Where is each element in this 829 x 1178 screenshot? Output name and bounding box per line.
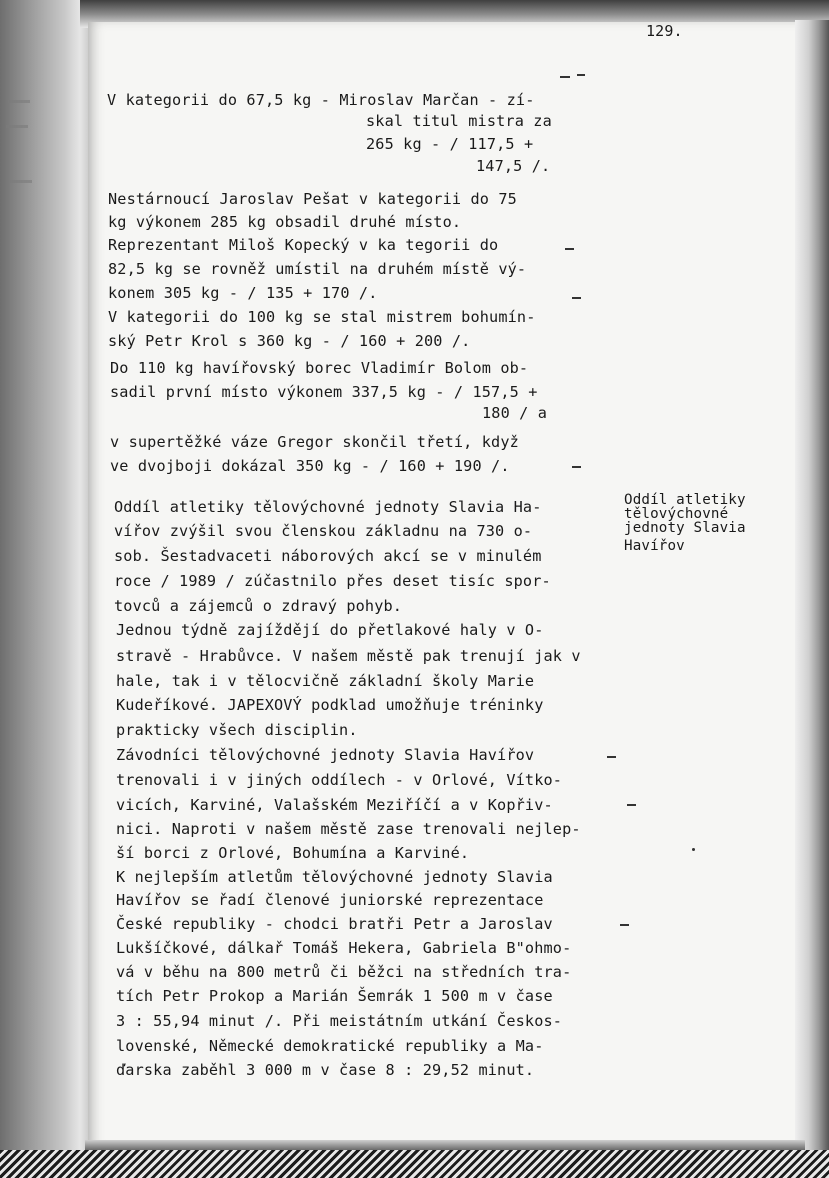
bleed-mark <box>6 125 28 128</box>
stray-mark <box>627 804 636 806</box>
margin-note-line: jednoty Slavia <box>624 520 746 536</box>
text-line: Kudeříkové. JAPEXOVÝ podklad umožňuje tréninky <box>116 696 544 714</box>
text-line: vířov zvýšil svou členskou základnu na 730 o- <box>114 522 533 540</box>
text-line: ve dvojboji dokázal 350 kg - / 160 + 190 /. <box>110 457 510 475</box>
scanner-bottom-band <box>0 1150 829 1178</box>
text-line: Reprezentant Miloš Kopecký v ka tegorii do <box>108 236 499 254</box>
text-line: trenovali i v jiných oddílech - v Orlové, Vítko- <box>116 771 563 789</box>
text-line: prakticky všech disciplin. <box>116 721 358 739</box>
margin-note-line: Oddíl atletiky <box>624 492 746 508</box>
stray-mark <box>565 248 574 250</box>
text-line: v supertěžké váze Gregor skončil třetí, když <box>110 433 519 451</box>
margin-note-line: Havířov <box>624 538 685 554</box>
text-line: 3 : 55,94 minut /. Při meistátním utkání Českos- <box>116 1012 563 1030</box>
text-line: 147,5 /. <box>476 157 551 175</box>
text-line: skal titul mistra za <box>366 112 552 130</box>
text-line: Oddíl atletiky tělovýchovné jednoty Slavia Ha- <box>114 498 542 516</box>
text-line: ďarska zaběhl 3 000 m v čase 8 : 29,52 minut. <box>116 1061 535 1079</box>
text-line: Jednou týdně zajíždějí do přetlakové haly v O- <box>116 621 544 639</box>
text-line: České republiky - chodci bratři Petr a Jaroslav <box>116 915 553 933</box>
text-line: ší borci z Orlové, Bohumína a Karviné. <box>116 844 470 862</box>
stray-mark <box>607 756 616 758</box>
stray-mark <box>572 297 581 299</box>
text-line: tovců a zájemců o zdravý pohyb. <box>114 597 403 615</box>
page-right-edge <box>795 20 829 1150</box>
text-line: kg výkonem 285 kg obsadil druhé místo. <box>108 213 462 231</box>
text-line: Lukšíčkové, dálkař Tomáš Hekera, Gabriela B"ohmo- <box>116 939 572 957</box>
stray-mark <box>572 466 581 468</box>
text-line: vicích, Karviné, Valašském Meziříčí a v Kopřiv- <box>116 796 553 814</box>
text-line: sob. Šestadvaceti náborových akcí se v minulém <box>114 547 542 565</box>
text-line: K nejlepším atletům tělovýchovné jednoty Slavia <box>116 868 553 886</box>
text-line: konem 305 kg - / 135 + 170 /. <box>108 284 378 302</box>
stray-mark <box>560 76 570 78</box>
text-line: lovenské, Německé demokratické republiky a Ma- <box>116 1037 544 1055</box>
text-line: V kategorii do 100 kg se stal mistrem bohumín- <box>108 308 536 326</box>
bleed-mark <box>10 180 32 183</box>
text-line: nici. Naproti v našem městě zase trenovali nejlep- <box>116 820 581 838</box>
text-line: hale, tak i v tělocvičně základní školy Marie <box>116 672 535 690</box>
bleed-mark <box>8 100 30 103</box>
text-line: Do 110 kg havířovský borec Vladimír Bolom ob- <box>110 359 529 377</box>
page-number: 129. <box>646 22 683 40</box>
stray-mark <box>577 74 585 76</box>
left-facing-page <box>0 0 95 1150</box>
text-line: Závodníci tělovýchovné jednoty Slavia Havířov <box>116 746 535 764</box>
text-line: 180 / a <box>482 404 548 422</box>
text-line: vá v běhu na 800 metrů či běžci na středních tra- <box>116 963 572 981</box>
margin-note-line: tělovýchovné <box>624 506 729 522</box>
text-line: Havířov se řadí členové juniorské reprezentace <box>116 891 544 909</box>
text-line: 82,5 kg se rovněž umístil na druhém místě vý- <box>108 260 527 278</box>
text-line: stravě - Hrabůvce. V našem městě pak trenují jak v <box>116 647 581 665</box>
stray-mark <box>620 924 629 926</box>
stray-dot <box>692 848 695 851</box>
text-line: ský Petr Krol s 360 kg - / 160 + 200 /. <box>108 332 471 350</box>
text-line: V kategorii do 67,5 kg - Miroslav Marčan - zí- <box>107 91 535 109</box>
text-line: Nestárnoucí Jaroslav Pešat v kategorii do 75 <box>108 190 517 208</box>
text-line: 265 kg - / 117,5 + <box>366 135 534 153</box>
text-line: tích Petr Prokop a Marián Šemrák 1 500 m v čase <box>116 987 553 1005</box>
text-line: sadil první místo výkonem 337,5 kg - / 157,5 + <box>110 383 538 401</box>
text-line: roce / 1989 / zúčastnilo přes deset tisíc spor- <box>114 572 551 590</box>
